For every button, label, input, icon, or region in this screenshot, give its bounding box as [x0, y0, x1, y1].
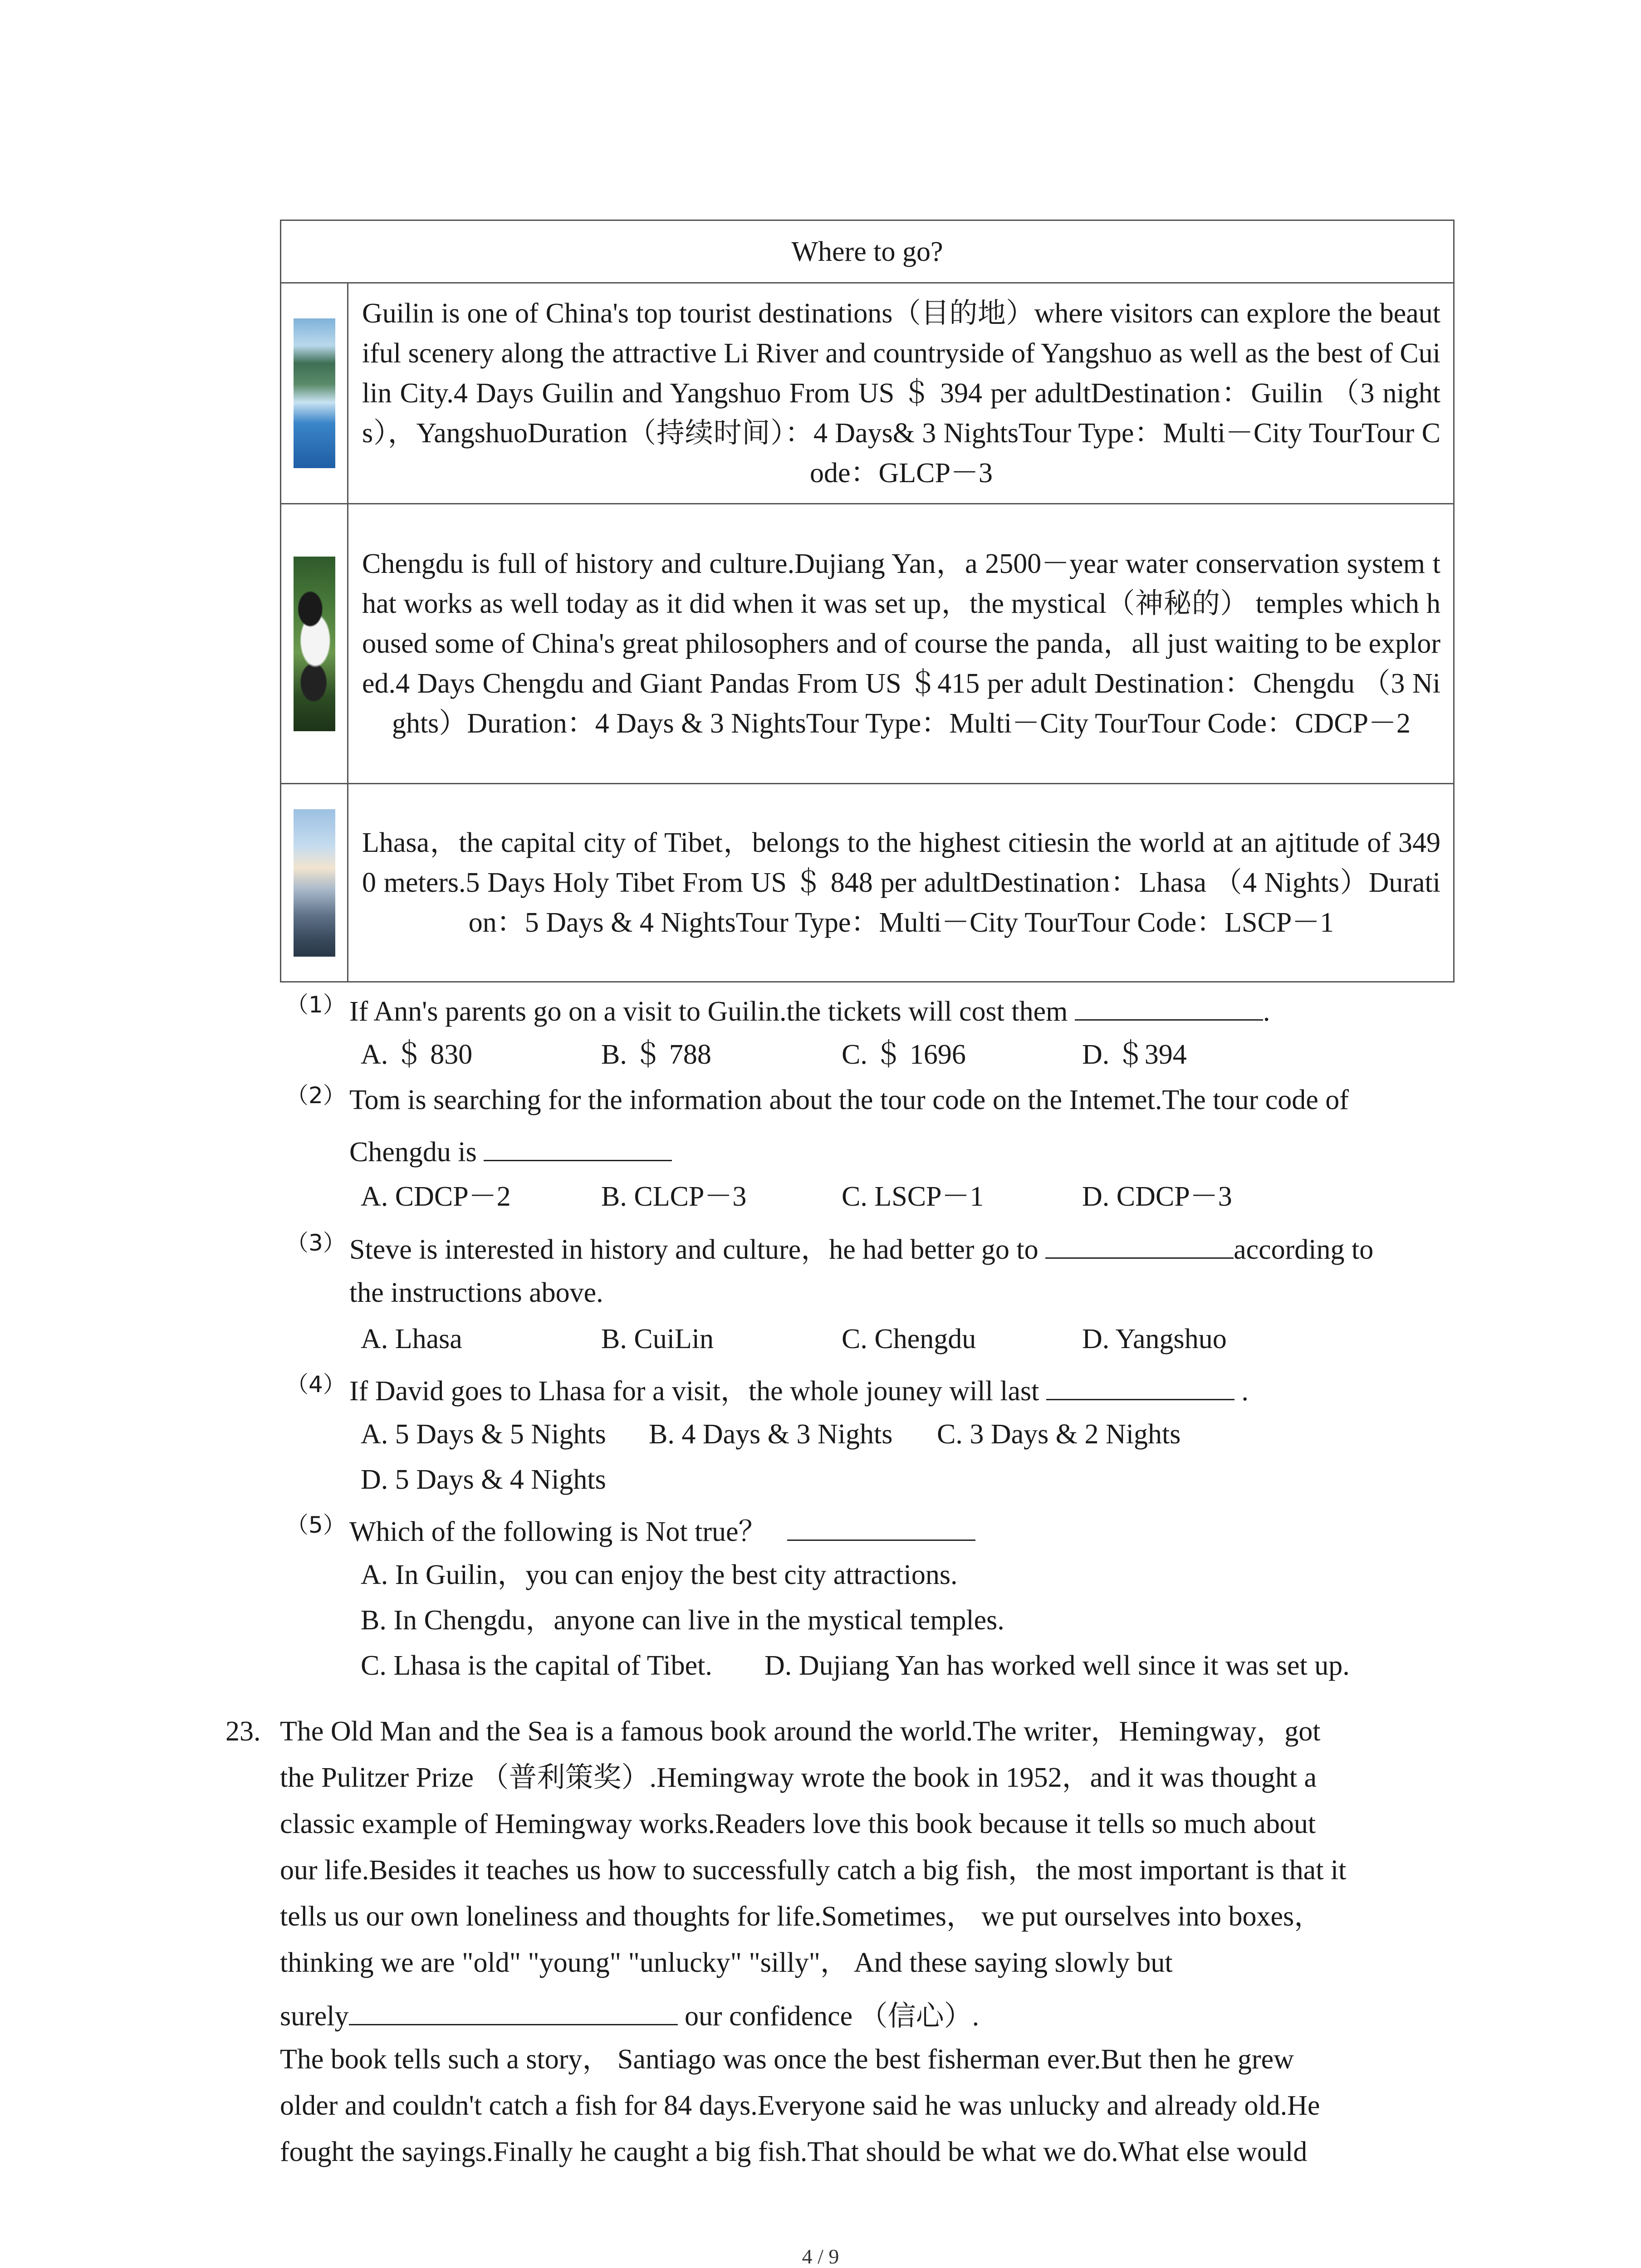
lhasa-description: Lhasa，the capital city of Tibet，belongs to the highest citiesin the world at an ajtitude of 3490 meters.5 Days Holy Tibet From US ＄ 848 per adultDestination：Lhasa （4 Nights）Duration：5 Days & 4 NightsTour Type：Multi－City TourTour Code：LSCP－1	[348, 784, 1454, 982]
table-header-row	[281, 220, 1454, 283]
table-header: Where to go?	[281, 220, 1454, 283]
answer-blank[interactable]	[1045, 1229, 1234, 1259]
option-c[interactable]: C. 3 Days & 2 Nights	[937, 1419, 1181, 1450]
option-a[interactable]: A. In Guilin，you can enjoy the best city attractions.	[361, 1559, 958, 1590]
option-a[interactable]: A. ＄ 830	[361, 1039, 473, 1070]
question-number: （2）	[286, 1082, 346, 1109]
option-c[interactable]: C. ＄ 1696	[842, 1039, 966, 1070]
table-row	[281, 283, 1454, 504]
option-a[interactable]: A. Lhasa	[361, 1324, 462, 1354]
passage-line: surely our confidence （信心）.	[280, 1996, 979, 2034]
option-b[interactable]: B. CLCP－3	[601, 1181, 747, 1212]
passage-line: fought the sayings.Finally he caught a big fish.That should be what we do.What else would	[280, 2136, 1308, 2167]
option-a[interactable]: A. 5 Days & 5 Nights	[361, 1419, 606, 1450]
option-c[interactable]: C. Lhasa is the capital of Tibet.	[361, 1650, 712, 1681]
passage-line: classic example of Hemingway works.Readers love this book because it tells so much about	[280, 1809, 1316, 1839]
answer-blank[interactable]	[787, 1511, 975, 1541]
table-row	[281, 784, 1454, 982]
tour-table	[280, 220, 1455, 982]
chengdu-description: Chengdu is full of history and culture.Dujiang Yan，a 2500－year water conservation system that works as well today as it did when it was set up，the mystical（神秘的） temples which housed some of China's great philosophers and of course the panda，all just waiting to be explored.4 Days Chengdu and Giant Pandas From US ＄415 per adult Destination：Chengdu （3 Nights）Duration：4 Days & 3 NightsTour Type：Multi－City TourTour Code：CDCP－2	[348, 504, 1454, 784]
question-number: （4）	[286, 1371, 346, 1398]
panda-photo	[294, 557, 335, 731]
option-b[interactable]: B. ＄ 788	[601, 1039, 711, 1070]
image-cell	[281, 504, 348, 784]
question-3-line-2: the instructions above.	[349, 1277, 603, 1308]
question-1-text: If Ann's parents go on a visit to Guilin.the tickets will cost them .	[349, 991, 1270, 1030]
option-c[interactable]: C. Chengdu	[842, 1324, 976, 1354]
option-b[interactable]: B. 4 Days & 3 Nights	[649, 1419, 893, 1450]
option-d[interactable]: D. ＄394	[1082, 1039, 1187, 1070]
option-d[interactable]: D. Dujiang Yan has worked well since it was set up.	[764, 1650, 1350, 1681]
option-d[interactable]: D. CDCP－3	[1082, 1181, 1232, 1212]
option-b[interactable]: B. In Chengdu，anyone can live in the mystical temples.	[361, 1605, 1004, 1636]
question-2-line-1: Tom is searching for the information about the tour code on the Intemet.The tour code of	[349, 1085, 1349, 1115]
question-2-line-2: Chengdu is	[349, 1132, 672, 1170]
guilin-landscape-photo	[294, 318, 335, 468]
answer-blank[interactable]	[484, 1132, 672, 1161]
option-a[interactable]: A. CDCP－2	[361, 1181, 511, 1212]
passage-line: The book tells such a story， Santiago was once the best fisherman ever.But then he grew	[280, 2044, 1294, 2075]
passage-line: the Pulitzer Prize （普利策奖）.Hemingway wrote the book in 1952，and it was thought a	[280, 1762, 1317, 1793]
question-number: （5）	[286, 1512, 346, 1538]
question-4-text: If David goes to Lhasa for a visit，the whole jouney will last .	[349, 1371, 1249, 1409]
option-d[interactable]: D. Yangshuo	[1082, 1324, 1227, 1354]
answer-blank[interactable]	[1075, 991, 1263, 1021]
passage-line: our life.Besides it teaches us how to successfully catch a big fish，the most important is that it	[280, 1855, 1347, 1886]
answer-blank[interactable]	[1046, 1371, 1234, 1400]
option-c[interactable]: C. LSCP－1	[842, 1181, 984, 1212]
question-3-line-1: Steve is interested in history and culture，he had better go to according to	[349, 1229, 1373, 1268]
image-cell	[281, 784, 348, 982]
page-number: 4 / 9	[802, 2245, 839, 2268]
item-number: 23.	[225, 1716, 261, 1747]
question-number: （3）	[286, 1230, 346, 1256]
passage-line: thinking we are "old" "young" "unlucky" "silly"， And these saying slowly but	[280, 1947, 1173, 1978]
answer-blank[interactable]	[349, 1996, 678, 2025]
question-number: （1）	[286, 992, 346, 1018]
option-d[interactable]: D. 5 Days & 4 Nights	[361, 1464, 606, 1495]
guilin-description: Guilin is one of China's top tourist destinations（目的地）where visitors can explore the beautiful scenery along the attractive Li River and countryside of Yangshuo as well as the best of Cuilin City.4 Days Guilin and Yangshuo From US ＄ 394 per adultDestination：Guilin （3 nights），YangshuoDuration（持续时间）：4 Days& 3 NightsTour Type：Multi－City TourTour Code：GLCP－3	[348, 283, 1454, 504]
table-row	[281, 504, 1454, 784]
option-b[interactable]: B. CuiLin	[601, 1324, 714, 1354]
question-5-text: Which of the following is Not true？	[349, 1511, 975, 1550]
passage-line: The Old Man and the Sea is a famous book around the world.The writer，Hemingway，got	[280, 1716, 1321, 1747]
lhasa-mountain-photo	[294, 809, 335, 957]
passage-line: tells us our own loneliness and thoughts for life.Sometimes， we put ourselves into boxes，	[280, 1901, 1323, 1932]
image-cell	[281, 283, 348, 504]
passage-line: older and couldn't catch a fish for 84 days.Everyone said he was unlucky and already old.He	[280, 2090, 1320, 2121]
